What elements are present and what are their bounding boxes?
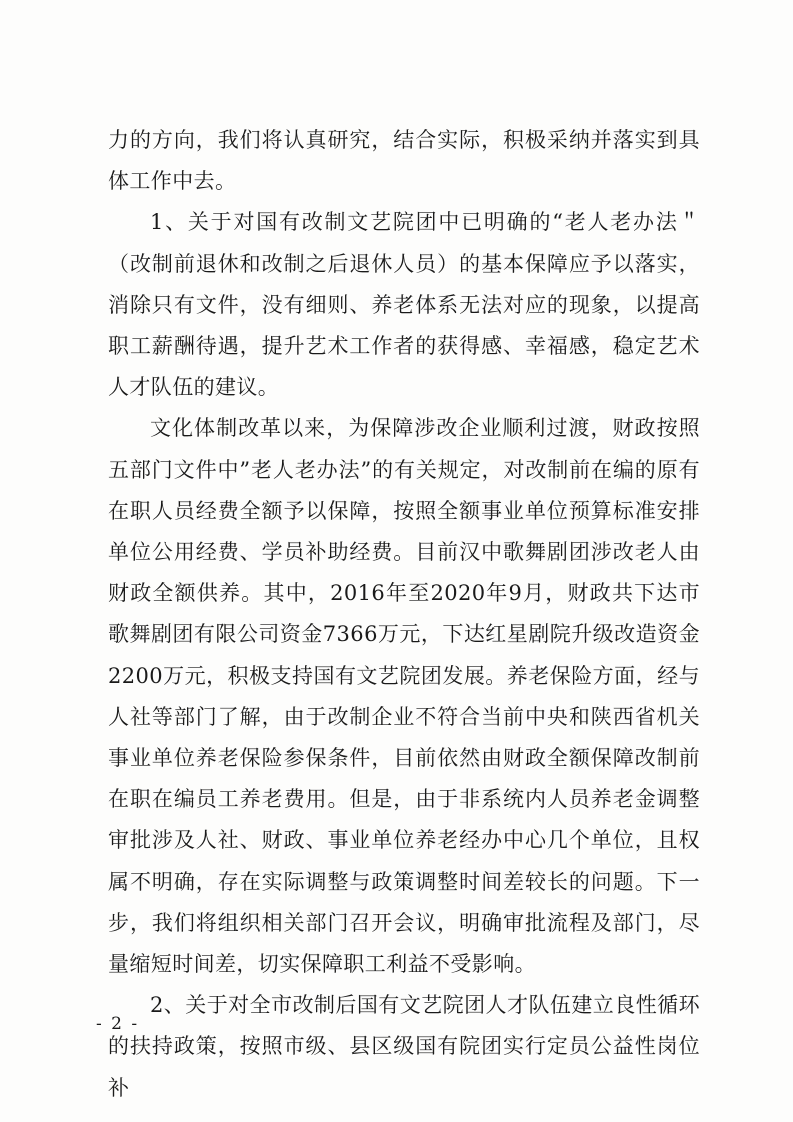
document-body [108, 120, 700, 1109]
paragraph-item-2: 2、关于对全市改制后国有文艺院团人才队伍建立良性循环的扶持政策，按照市级、县区级国有院团实行定员公益性岗位补 [108, 993, 700, 1100]
page-number: - 2 - [96, 1014, 140, 1034]
paragraph-continuation: 力的方向，我们将认真研究，结合实际，积极采纳并落实到具体工作中去。 [108, 128, 700, 194]
paragraph-response-1: 文化体制改革以来，为保障涉改企业顺利过渡，财政按照五部门文件中”老人老办法”的有关规定，对改制前在编的原有在职人员经费全额予以保障，按照全额事业单位预算标准安排单位公用经费、学员补助经费。目前汉中歌舞剧团涉改老人由财政全额供养。其中，2016年至2020年9月，财政共下达市歌舞剧团有限公司资金7366万元，下达红星剧院升级改造资金2200万元，积极支持国有文艺院团发展。养老保险方面，经与人社等部门了解，由于改制企业不符合当前中央和陕西省机关事业单位养老保险参保条件，目前依然由财政全额保障改制前在职在编员工养老费用。但是，由于非系统内人员养老金调整审批涉及人社、财政、事业单位养老经办中心几个单位，且权属不明确，存在实际调整与政策调整时间差较长的问题。下一步，我们将组织相关部门召开会议，明确审批流程及部门，尽量缩短时间差，切实保障职工利益不受影响。 [108, 416, 700, 977]
paragraph-item-1: 1、关于对国有改制文艺院团中已明确的“老人老办法＂（改制前退休和改制之后退休人员）的基本保障应予以落实，消除只有文件，没有细则、养老体系无法对应的现象，以提高职工薪酬待遇，提升艺术工作者的获得感、幸福感，稳定艺术人才队伍的建议。 [108, 210, 700, 400]
